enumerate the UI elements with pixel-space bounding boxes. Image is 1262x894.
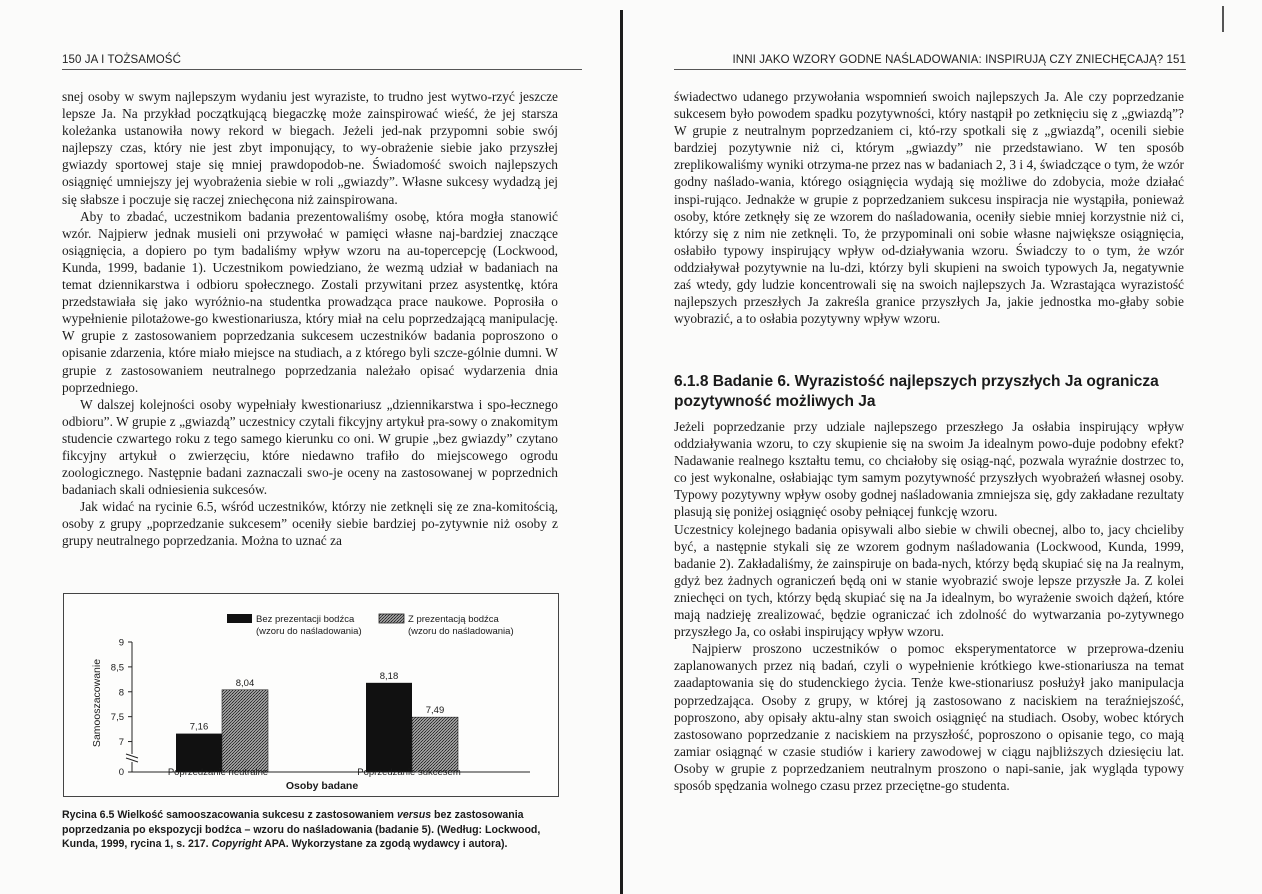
figure-6-5 — [63, 593, 559, 797]
x-axis-label: Osoby badane — [285, 780, 359, 792]
right-body-text-bottom — [674, 418, 1184, 794]
legend-hatched-line2: (wzoru do naśladowania) — [408, 626, 514, 637]
left-paragraph-3: W dalszej kolejności osoby wypełniały kwestionariusz „dziennikarstwa i spo-łecznego odbioru”. W grupie z „gwiazdą” uczestnicy czytali fikcyjny artykuł pra-sowy o znakomitym studencie czwartego roku z tego samego kierunku co oni. W grupie „bez gwiazdy” czytano fikcyjny artykuł o zwierzęciu, które niedawno trafiło do miejscowego ogrodu zoologicznego. Następnie badani zaznaczali swo-je oceny na zastosowanej w poprzednich badaniach skali odniesienia sukcesów. — [62, 396, 558, 498]
right-paragraph-3: Uczestnicy kolejnego badania opisywali albo siebie w chwili obecnej, albo to, jacy chcieliby być, a następnie stykali się ze wzorem godnym naśladowania (Lockwood, Kunda, 1999, badanie 2). Zakładaliśmy, że zainspiruje on bada-nych, którzy będą skupiać się na Ja realnym, gdyż bez żadnych ograniczeń będą oni w stanie wyobrazić swoje lepsze przyszłe Ja. Z kolei zniechęci on tych, którzy będą skupiać się na Ja idealnym, bo wyrażenie swoich dążeń, które mają nadzieję zrealizować, będzie ograniczać ich zdolność do wytwarzania po-zytywnego przyszłego Ja, co osłabi inspirujący wpływ wzoru. — [674, 521, 1184, 640]
bar-success-no-stimulus — [366, 683, 412, 772]
left-paragraph-2: Aby to zbadać, uczestnikom badania prezentowaliśmy osobę, która mogła stanowić wzór. Najpierw jednak musieli oni przywołać w pamięci własne naj-bardziej znaczące osiągnięcia, a dopiero po tym badaliśmy wpływ wzoru na au-topercepcję (Lockwood, Kunda, 1999, badanie 1). Uczestnikom powiedziano, że wezmą udział w badaniach na temat dziennikarstwa i odbioru społecznego. Zostali przywitani przez asystentkę, która przedstawiała się jako wyróżnio-na studentka prowadząca prace naukowe. Poprosiła o wypełnienie pilotażowe-go kwestionariusza, który miał na celu poprzedzającą manipulację. W grupie z zastosowaniem poprzedzania sukcesem uczestników badania poproszono o opisanie zdarzenia, które miało miejsce na studiach, a z którego byli szcze-gólnie dumni. W grupie z zastosowaniem neutralnego poprzedzania należało opisać wydarzenia dnia poprzedniego. — [62, 208, 558, 395]
y-tick-label-2: 7,5 — [110, 712, 124, 724]
caption-part-3: APA. Wykorzystane za zgodą wydawcy i autora). — [261, 838, 508, 850]
figure-caption — [62, 808, 562, 852]
x-category-neutral: Poprzedzanie neutralne — [167, 767, 269, 778]
legend-hatched-line1: Z prezentacją bodźca — [408, 614, 499, 625]
value-label-neutral-no-stimulus: 7,16 — [189, 721, 209, 733]
legend-swatch-solid — [227, 614, 252, 623]
value-label-success-no-stimulus: 8,18 — [379, 670, 399, 682]
right-page — [630, 0, 1262, 894]
y-tick-label-1: 7 — [118, 737, 124, 749]
y-tick-label-0: 0 — [118, 767, 124, 778]
right-paragraph-2: Jeżeli poprzedzanie przy udziale najlepszego przeszłego Ja osłabia inspirujący wpływ oddziaływania wzoru, to czy skupienie się na swoim Ja idealnym powo-duje podobny efekt? Nadawanie realnego kształtu temu, co chciałoby się osiąg-nąć, pozwala wyraźnie dostrzec to, co jest wykonalne, osłabiając tym samym pozytywność przyszłych wyobrażeń własnej osoby. Typowy pozytywny wpływ osoby godnej naśladowania zmniejsza się, gdy zakładane rezultaty plasują się poniżej osiągnięć osoby pełniącej funkcję wzoru. — [674, 419, 1184, 520]
bars — [176, 671, 458, 772]
y-ticks — [111, 638, 132, 749]
left-header-rule — [62, 69, 582, 70]
x-category-success: Poprzedzanie sukcesem — [357, 767, 461, 778]
axis-break-mark — [126, 754, 138, 762]
right-paragraph-4: Najpierw proszono uczestników o pomoc eksperymentatorce w przeprowa-dzeniu zaplanowanych przez nią badań, czyli o wypełnienie krótkiego kwe-stionariusza na temat zaadaptowania się do studenckiego życia. Tenże kwe-stionariusz posłużył jako manipulacja poprzedzająca. Osoby z grupy, w której ją zastosowano z naciskiem na teraźniejszość, poproszono, aby opisały aktu-alny stan swoich osiągnięć na studiach. Osoby, wobec których zastosowano poprzedzanie z naciskiem na przyszłość, poproszono o opisanie tego, co mają zamiar osiągnąć w czasie studiów i kariery zawodowej w ciągu najbliższych dziesięciu lat. Osoby w grupie z poprzedzaniem neutralnym proszono o napi-sanie, jak wygląda typowy sposób spędzania wolnego czasu przez przeciętne-go studenta. — [674, 641, 1184, 793]
right-body-text-top — [674, 88, 1184, 327]
left-page — [0, 0, 622, 894]
bar-chart — [64, 594, 560, 798]
right-running-head: INNI JAKO WZORY GODNE NAŚLADOWANIA: INSPIRUJĄ CZY ZNIECHĘCAJĄ? 151 — [732, 54, 1186, 66]
y-axis-label: Samooszacowanie — [91, 658, 103, 748]
left-body-text — [62, 88, 558, 550]
caption-italic-copyright: Copyright — [211, 838, 262, 850]
y-tick-label-3: 8 — [118, 687, 124, 699]
y-tick-label-5: 9 — [118, 637, 124, 649]
caption-italic-versus: versus — [396, 809, 432, 821]
value-label-success-with-stimulus: 7,49 — [425, 705, 445, 717]
legend-swatch-hatched — [379, 614, 404, 623]
bar-success-with-stimulus — [412, 717, 458, 772]
left-running-head: 150 JA I TOŻSAMOŚĆ — [62, 54, 181, 66]
bar-neutral-with-stimulus — [222, 690, 268, 772]
left-paragraph-4: Jak widać na rycinie 6.5, wśród uczestników, którzy nie zetknęli się ze zna-komitością, osoby z grupy „poprzedzanie sukcesem” oceniły siebie bardziej po-zytywnie niż osoby z grupy neutralnego poprzedzania. Można to uznać za — [62, 499, 558, 549]
legend-solid-line2: (wzoru do naśladowania) — [256, 626, 362, 637]
right-paragraph-1: świadectwo udanego przywołania wspomnień swoich najlepszych Ja. Ale czy poprzedzanie sukcesem było powodem spadku pozytywności, który nastąpił po zetknięciu się z „gwiazdą”? W grupie z neutralnym poprzedzaniem ci, któ-rzy spotkali się z „gwiazdą”, ocenili siebie bardziej pozytywnie niż ci, którym „gwiazdy” nie przedstawiano. W ten sposób zreplikowaliśmy wyniki otrzyma-ne przez nas w badaniach 2, 3 i 4, świadczące o tym, że wzór godny naślado-wania, którego osiągnięcia wydają się możliwe do zdobycia, może działać inspi-rująco. Jednakże w grupie z poprzedzaniem sukcesu inspiracja nie wystąpiła, ponieważ osoby, które zetknęły się ze wzorem do naśladowania, oceniły siebie mniej korzystnie niż ci, którzy się z nim nie zetknęli. To, że przypominali oni sobie własne największe osiągnięcia, osłabiło typowy inspirujący wpływ od-działywania wzoru. Świadczy to o tym, że wzór oddziaływał pozytywnie na lu-dzi, którzy byli skupieni na swoich typowych Ja, negatywnie zaś wtedy, gdy ludzie koncentrowali się na swoich najlepszych Ja. Wzrastająca wyrazistość najlepszych przeszłych Ja zakreśla granice przyszłych Ja, jakie jednostka mo-głaby sobie wyobrazić, a to osłabia pozytywny wpływ wzoru. — [674, 89, 1184, 327]
value-label-neutral-with-stimulus: 8,04 — [235, 677, 255, 689]
y-tick-label-4: 8,5 — [110, 662, 124, 674]
caption-part-2: bez zastosowania poprzedzania po ekspozycji bodźca – wzoru do naśladowania (badanie 5). (Według: Lockwood, Kunda, 1999, rycina 1, s. 217. — [62, 809, 541, 850]
right-header-rule — [674, 69, 1186, 70]
caption-part-1: Rycina 6.5 Wielkość samooszacowania sukcesu z zastosowaniem — [62, 809, 397, 821]
left-paragraph-1: snej osoby w swym najlepszym wydaniu jest wyraziste, to trudno jest wytwo-rzyć jeszcze lepsze Ja. Na przykład początkującą biegaczkę może zainspirować wieść, że jej starsza koleżanka ustanowiła nowy rekord w biegach. Jeżeli jed-nak przypomni sobie swój najlepszy czas, który nie jest zbyt imponujący, to wy-obrażenie siebie jako przyszłej gwiazdy sportowej staje się mniej prawdopodob-ne. Świadomość swoich najlepszych osiągnięć umniejszy jej wyobrażenia siebie w roli „gwiazdy”. Własne sukcesy wydadzą jej się słabsze i poczuje się raczej zniechęcona niż zainspirowana. — [62, 89, 558, 207]
legend-solid-line1: Bez prezentacji bodźca — [256, 614, 355, 625]
section-heading-6-1-8: 6.1.8 Badanie 6. Wyrazistość najlepszych przyszłych Ja ogranicza pozytywność możliwych Ja — [674, 373, 1159, 410]
